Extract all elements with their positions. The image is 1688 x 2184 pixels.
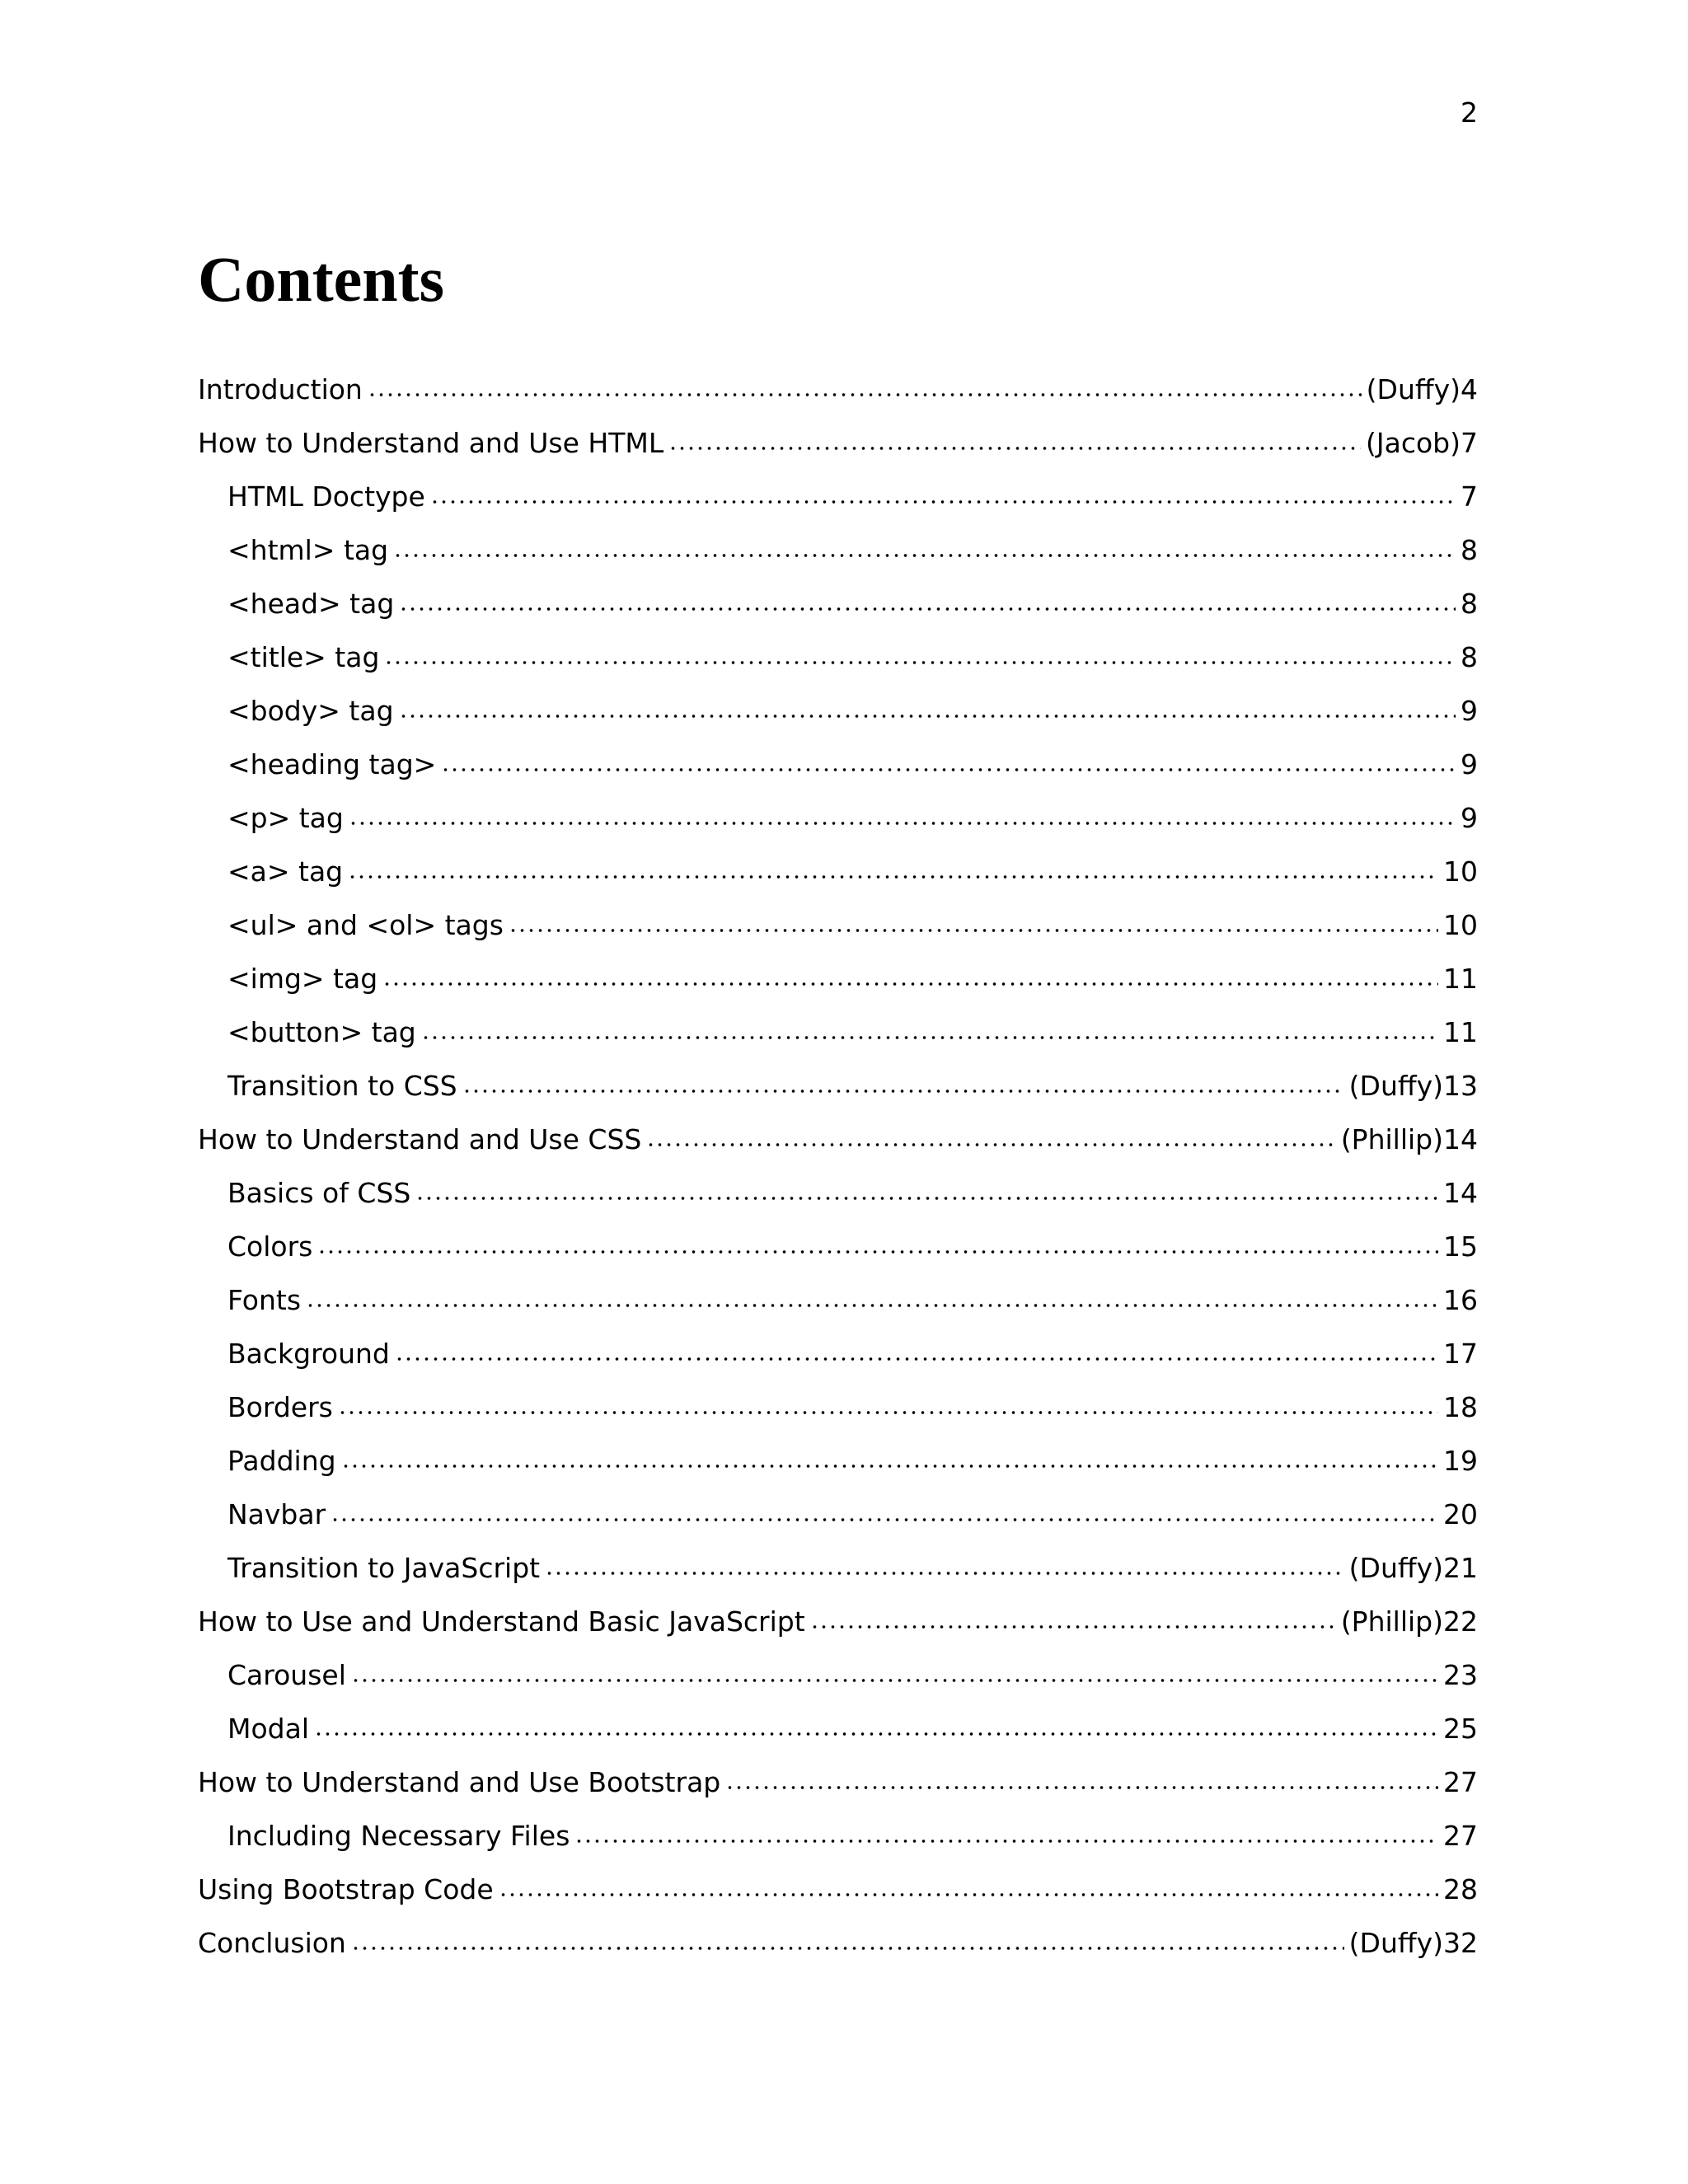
toc-entry[interactable] <box>198 1099 1478 1153</box>
dot-leader <box>341 1465 1438 1468</box>
toc-entry-label: <heading tag> <box>227 748 437 780</box>
toc-entry-label: Conclusion <box>198 1927 346 1959</box>
toc-entry-page-ref: (Phillip)22 <box>1340 1605 1478 1638</box>
dot-leader <box>306 1304 1438 1307</box>
toc-entry[interactable] <box>198 671 1478 727</box>
toc-entry-page-ref: 25 <box>1443 1713 1478 1745</box>
toc-entry-page-ref: 7 <box>1461 480 1478 513</box>
toc-entry-page-ref: (Phillip)14 <box>1340 1123 1478 1155</box>
dot-leader <box>421 1036 1438 1039</box>
toc-entry-label: <img> tag <box>227 963 378 995</box>
toc-entry-page-ref: 9 <box>1461 695 1478 727</box>
toc-entry-page-ref: 9 <box>1461 748 1478 780</box>
toc-entry-page-ref: 8 <box>1461 641 1478 673</box>
toc-entry-page-ref: (Jacob)7 <box>1366 427 1478 459</box>
page-title: Contents <box>198 243 445 315</box>
dot-leader <box>574 1840 1438 1843</box>
dot-leader <box>338 1411 1438 1414</box>
toc-entry-label: Borders <box>227 1391 333 1423</box>
toc-entry[interactable] <box>198 1635 1478 1689</box>
toc-entry-label: <head> tag <box>227 588 395 620</box>
toc-entry-page-ref: 16 <box>1443 1284 1478 1316</box>
toc-entry-label: How to Understand and Use CSS <box>198 1123 642 1155</box>
dot-leader <box>499 1893 1438 1896</box>
toc-entry-page-ref: 10 <box>1443 909 1478 941</box>
toc-entry[interactable] <box>198 1474 1478 1528</box>
toc-entry-label: HTML Doctype <box>227 480 425 513</box>
toc-entry-label: How to Understand and Use Bootstrap <box>198 1766 721 1798</box>
toc-entry-label: Including Necessary Files <box>227 1820 570 1852</box>
toc-entry[interactable] <box>198 1153 1478 1207</box>
dot-leader <box>395 1357 1438 1361</box>
toc-entry[interactable] <box>198 778 1478 832</box>
toc-entry-page-ref: 8 <box>1461 588 1478 620</box>
toc-entry-label: Introduction <box>198 373 363 405</box>
toc-entry-page-ref: 27 <box>1443 1766 1478 1798</box>
toc-entry-page-ref: (Duffy)4 <box>1366 373 1478 405</box>
toc-entry[interactable] <box>198 617 1478 671</box>
toc-entry[interactable] <box>198 457 1478 513</box>
toc-entry-page-ref: (Duffy)32 <box>1348 1927 1478 1959</box>
toc-entry[interactable] <box>198 1849 1478 1903</box>
toc-entry-label: Carousel <box>227 1659 346 1691</box>
toc-entry-label: Navbar <box>227 1498 326 1530</box>
toc-entry[interactable] <box>198 1796 1478 1852</box>
toc-entry-page-ref: 11 <box>1443 963 1478 995</box>
toc-entry-label: Transition to CSS <box>227 1070 457 1102</box>
dot-leader <box>317 1250 1438 1254</box>
toc-entry-page-ref: (Duffy)13 <box>1348 1070 1478 1102</box>
toc-entry-label: <title> tag <box>227 641 380 673</box>
toc-entry-label: <button> tag <box>227 1016 416 1048</box>
dot-leader <box>509 929 1438 932</box>
toc-entry-page-ref: 11 <box>1443 1016 1478 1048</box>
toc-entry[interactable] <box>198 1314 1478 1370</box>
dot-leader <box>393 554 1456 557</box>
dot-leader <box>810 1625 1336 1629</box>
dot-leader <box>348 875 1438 879</box>
toc-entry-label: <ul> and <ol> tags <box>227 909 504 941</box>
dot-leader <box>545 1572 1344 1575</box>
toc-entry[interactable] <box>198 1367 1478 1421</box>
toc-entry-label: Basics of CSS <box>227 1177 411 1209</box>
toc-entry-label: Background <box>227 1338 390 1370</box>
toc-entry[interactable] <box>198 349 1478 403</box>
toc-entry[interactable] <box>198 1046 1478 1102</box>
toc-entry[interactable] <box>198 832 1478 888</box>
toc-entry-page-ref: 14 <box>1443 1177 1478 1209</box>
toc-entry[interactable] <box>198 1528 1478 1582</box>
toc-entry-page-ref: 20 <box>1443 1498 1478 1530</box>
dot-leader <box>351 1679 1438 1682</box>
toc-entry-label: Modal <box>227 1713 309 1745</box>
toc-entry[interactable] <box>198 1689 1478 1745</box>
toc-entry[interactable] <box>198 403 1478 457</box>
dot-leader <box>725 1786 1438 1789</box>
toc-entry-page-ref: (Duffy)21 <box>1348 1552 1478 1584</box>
dot-leader <box>384 661 1456 664</box>
dot-leader <box>415 1197 1438 1200</box>
toc-entry-page-ref: 27 <box>1443 1820 1478 1852</box>
dot-leader <box>382 982 1438 986</box>
toc-entry[interactable] <box>198 939 1478 995</box>
toc-entry[interactable] <box>198 510 1478 564</box>
toc-entry-label: How to Understand and Use HTML <box>198 427 664 459</box>
toc-entry[interactable] <box>198 564 1478 620</box>
toc-entry-label: Transition to JavaScript <box>227 1552 541 1584</box>
toc-entry-label: <html> tag <box>227 534 389 566</box>
toc-entry-page-ref: 28 <box>1443 1873 1478 1905</box>
toc-entry-label: <body> tag <box>227 695 394 727</box>
toc-entry-page-ref: 19 <box>1443 1445 1478 1477</box>
toc-entry-label: <a> tag <box>227 855 344 888</box>
dot-leader <box>399 715 1456 718</box>
page-number: 2 <box>1461 96 1478 129</box>
toc-entry[interactable] <box>198 1903 1478 1957</box>
toc-entry[interactable] <box>198 1207 1478 1263</box>
dot-leader <box>646 1143 1335 1146</box>
toc-entry[interactable] <box>198 724 1478 778</box>
dot-leader <box>441 768 1456 771</box>
toc-entry-label: Fonts <box>227 1284 302 1316</box>
dot-leader <box>399 607 1456 611</box>
dot-leader <box>668 447 1361 450</box>
dot-leader <box>331 1518 1438 1521</box>
toc-entry-label: Using Bootstrap Code <box>198 1873 494 1905</box>
toc-entry-page-ref: 8 <box>1461 534 1478 566</box>
toc-entry-label: Padding <box>227 1445 336 1477</box>
toc-entry-page-ref: 10 <box>1443 855 1478 888</box>
table-of-contents <box>198 349 1478 1957</box>
dot-leader <box>368 393 1362 396</box>
toc-entry-page-ref: 17 <box>1443 1338 1478 1370</box>
toc-entry-page-ref: 15 <box>1443 1230 1478 1263</box>
toc-entry-page-ref: 23 <box>1443 1659 1478 1691</box>
dot-leader <box>430 500 1456 504</box>
toc-entry-label: How to Use and Understand Basic JavaScript <box>198 1605 805 1638</box>
toc-entry-page-ref: 18 <box>1443 1391 1478 1423</box>
toc-entry-label: <p> tag <box>227 802 344 834</box>
toc-entry[interactable] <box>198 1260 1478 1314</box>
toc-entry[interactable] <box>198 885 1478 939</box>
dot-leader <box>349 822 1456 825</box>
dot-leader <box>314 1732 1438 1736</box>
toc-entry-page-ref: 9 <box>1461 802 1478 834</box>
dot-leader <box>462 1090 1344 1093</box>
dot-leader <box>351 1947 1344 1950</box>
toc-entry[interactable] <box>198 1421 1478 1477</box>
toc-entry[interactable] <box>198 1742 1478 1796</box>
toc-entry[interactable] <box>198 992 1478 1046</box>
toc-entry-label: Colors <box>227 1230 313 1263</box>
toc-entry[interactable] <box>198 1582 1478 1638</box>
